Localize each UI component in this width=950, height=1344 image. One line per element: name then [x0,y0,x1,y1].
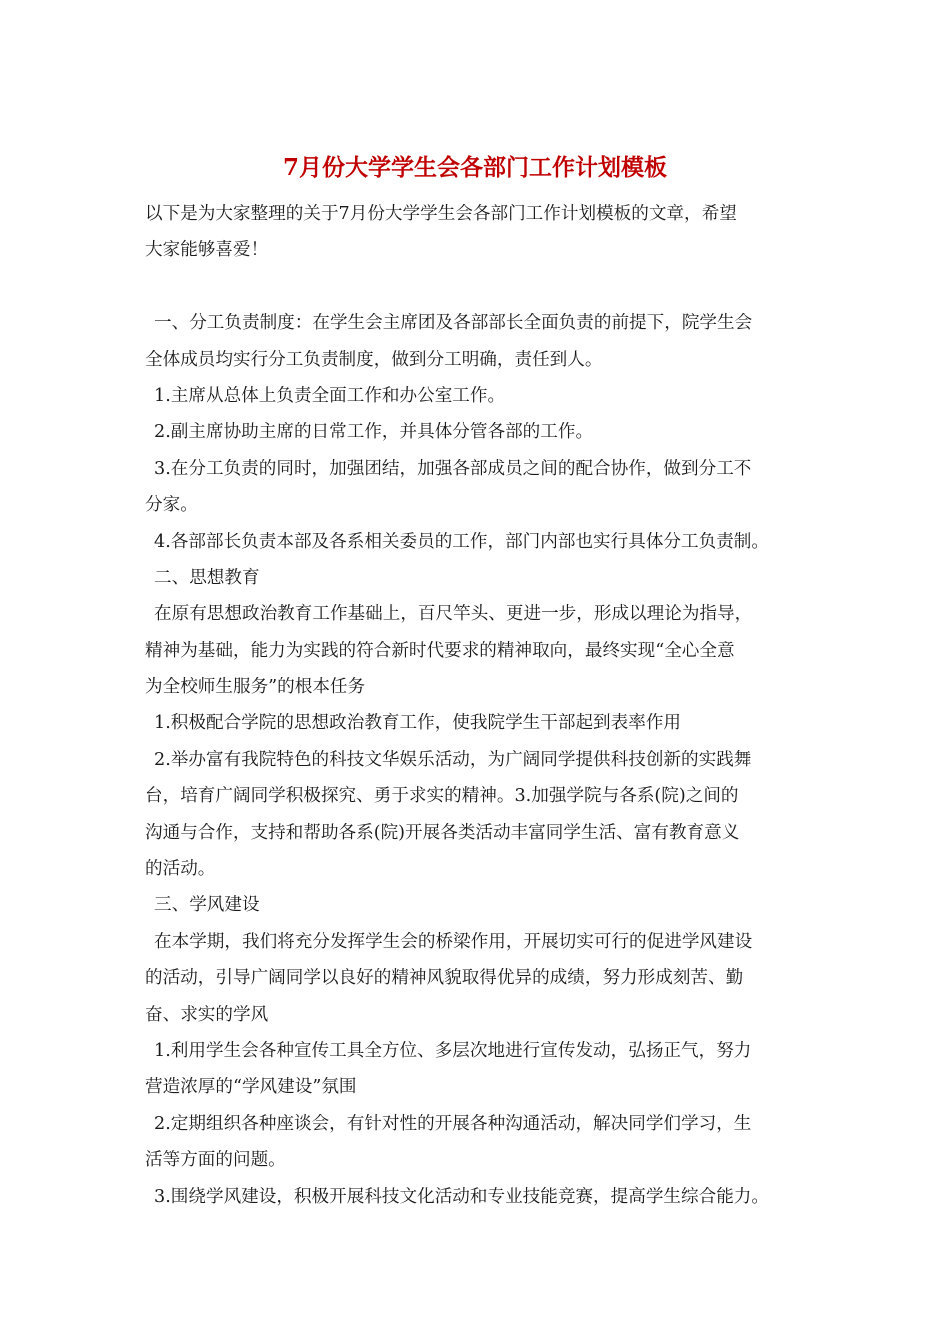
list-item: 3.在分工负责的同时，加强团结，加强各部成员之间的配合协作，做到分工不 [154,458,752,479]
list-item: 1.积极配合学院的思想政治教育工作，使我院学生干部起到表率作用 [154,713,682,734]
document-body [145,196,825,1215]
list-item: 1.主席从总体上负责全面工作和办公室工作。 [154,385,506,406]
paragraph-line: 的活动。 [145,859,216,880]
paragraph-line: 的活动，引导广阔同学以良好的精神风貌取得优异的成绩，努力形成刻苦、勤 [145,968,744,989]
paragraph-line: 营造浓厚的“学风建设”氛围 [145,1077,357,1098]
paragraph-line: 台，培育广阔同学积极探究、勇于求实的精神。3.加强学院与各系(院)之间的 [145,786,739,807]
blank-line [145,269,825,305]
section3-heading: 三、学风建设 [154,895,260,916]
paragraph-line: 活等方面的问题。 [145,1150,286,1171]
list-item: 1.利用学生会各种宣传工具全方位、多层次地进行宣传发动，弘扬正气，努力 [154,1040,752,1061]
list-item: 4.各部部长负责本部及各系相关委员的工作，部门内部也实行具体分工负责制。 [154,531,769,552]
paragraph-line: 在本学期，我们将充分发挥学生会的桥梁作用，开展切实可行的促进学风建设 [154,931,753,952]
section2-heading: 二、思想教育 [154,567,260,588]
section1-heading: 一、分工负责制度：在学生会主席团及各部部长全面负责的前提下，院学生会 [154,313,753,334]
paragraph-line: 全体成员均实行分工负责制度，做到分工明确，责任到人。 [145,349,603,370]
paragraph-line: 分家。 [145,495,198,516]
paragraph-line: 在原有思想政治教育工作基础上，百尺竿头、更进一步，形成以理论为指导， [154,604,753,625]
paragraph-line: 精神为基础，能力为实践的符合新时代要求的精神取向，最终实现“全心全意 [145,640,735,661]
list-item: 3.围绕学风建设，积极开展科技文化活动和专业技能竞赛，提高学生综合能力。 [154,1186,769,1207]
list-item: 2.举办富有我院特色的科技文华娱乐活动，为广阔同学提供科技创新的实践舞 [154,749,752,770]
list-item: 2.定期组织各种座谈会，有针对性的开展各种沟通活动，解决同学们学习，生 [154,1113,752,1134]
paragraph-line: 沟通与合作，支持和帮助各系(院)开展各类活动丰富同学生活、富有教育意义 [145,822,740,843]
document-title: 7月份大学学生会各部门工作计划模板 [282,154,667,181]
list-item: 2.副主席协助主席的日常工作，并具体分管各部的工作。 [154,422,594,443]
intro-line: 以下是为大家整理的关于7月份大学学生会各部门工作计划模板的文章，希望 [145,204,737,224]
paragraph-line: 为全校师生服务”的根本任务 [145,677,366,698]
paragraph-line: 奋、求实的学风 [145,1004,269,1025]
intro-line: 大家能够喜爱！ [145,240,269,261]
